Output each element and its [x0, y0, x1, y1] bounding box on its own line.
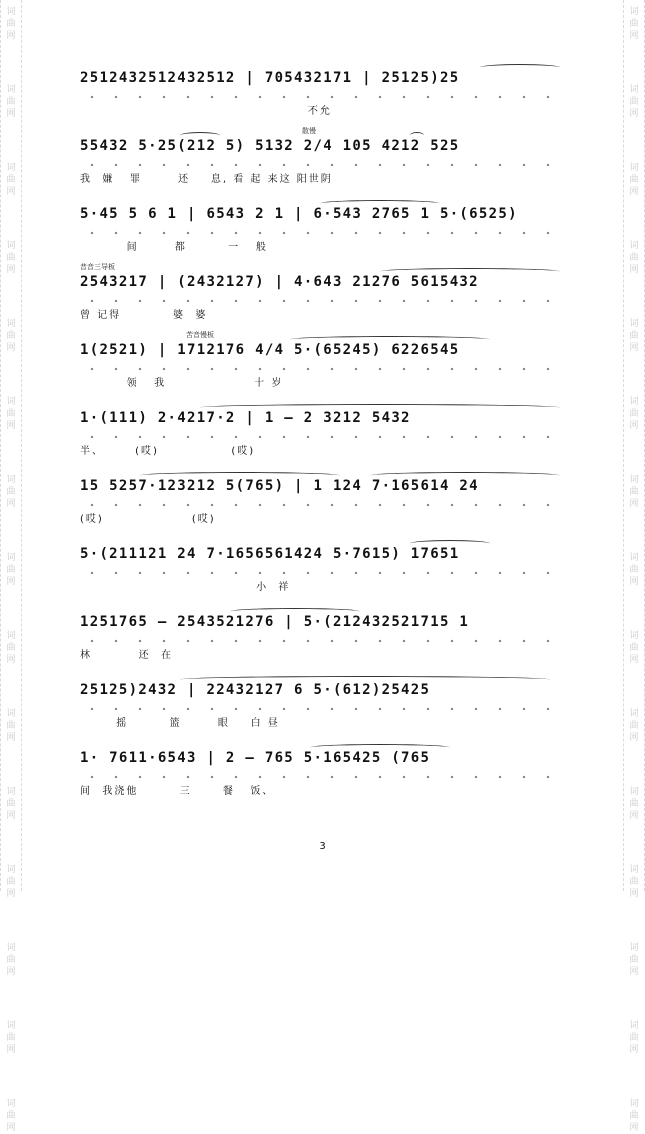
watermark-char: 词 [6, 553, 16, 563]
watermark-char: 曲 [629, 721, 639, 731]
watermark-char: 曲 [629, 799, 639, 809]
watermark-group [629, 552, 638, 588]
watermark-char: 词 [6, 85, 16, 95]
score-system-1 [80, 58, 565, 126]
watermark-char: 网 [6, 343, 16, 353]
watermark-char: 曲 [6, 877, 16, 887]
lyric-line: 间 我浇他 三 餐 饭、 [80, 786, 275, 797]
tempo-annotation: 苦音慢板 [186, 331, 214, 339]
score-system-11 [80, 738, 565, 806]
octave-dots [80, 162, 565, 168]
notation-line: 25125)2432 | 22432127 6 5·(612)25425 [80, 682, 431, 698]
watermark-char: 曲 [629, 877, 639, 887]
left-margin-watermark [0, 0, 22, 1133]
watermark-char: 网 [6, 811, 16, 821]
lyric-line: 小 祥 [80, 582, 291, 593]
lyric-line: 曾 记得 婆 婆 [80, 310, 208, 321]
notation-line: 1·(111) 2·4217·2 | 1 — 2 3212 5432 [80, 410, 411, 426]
watermark-char: 曲 [6, 331, 16, 341]
watermark-char: 网 [6, 1123, 16, 1133]
watermark-char: 曲 [6, 1111, 16, 1121]
watermark-char: 词 [629, 1099, 639, 1109]
notation-line: 1· 7611·6543 | 2 — 765 5·165425 (765 [80, 750, 431, 766]
watermark-group [6, 6, 15, 42]
score-system-6 [80, 398, 565, 466]
notation-line: 55432 5·25(212 5) 5132 2/4 105 4212 525 [80, 138, 460, 154]
notation-line: 2512432512432512 | 705432171 | 25125)25 [80, 70, 460, 86]
watermark-char: 网 [629, 265, 639, 275]
notation-line: 2543217 | (2432127) | 4·643 21276 5615432 [80, 274, 479, 290]
notation-line: 15 5257·123212 5(765) | 1 124 7·165614 24 [80, 478, 479, 494]
watermark-char: 网 [6, 499, 16, 509]
watermark-char: 曲 [6, 253, 16, 263]
watermark-char: 曲 [6, 409, 16, 419]
watermark-char: 曲 [629, 175, 639, 185]
lyric-line: (哎) (哎) [80, 514, 216, 525]
watermark-char: 网 [6, 967, 16, 977]
watermark-char: 词 [6, 1099, 16, 1109]
watermark-char: 网 [629, 811, 639, 821]
watermark-char: 曲 [6, 19, 16, 29]
watermark-group [629, 708, 638, 744]
jianpu-score [80, 58, 565, 806]
watermark-group [6, 318, 15, 354]
watermark-char: 曲 [6, 97, 16, 107]
watermark-char: 网 [6, 1045, 16, 1055]
octave-dots [80, 706, 565, 712]
watermark-char: 网 [6, 31, 16, 41]
watermark-char: 网 [629, 577, 639, 587]
octave-dots [80, 230, 565, 236]
watermark-group [6, 162, 15, 198]
lyric-line: 林 还 在 [80, 650, 173, 661]
score-system-10 [80, 670, 565, 738]
watermark-char: 网 [6, 187, 16, 197]
watermark-char: 网 [6, 265, 16, 275]
watermark-group [6, 786, 15, 822]
watermark-char: 网 [629, 421, 639, 431]
page-number: 3 [319, 841, 326, 852]
watermark-group [6, 552, 15, 588]
watermark-group [629, 240, 638, 276]
watermark-group [629, 1020, 638, 1056]
tempo-annotation: 散慢 [302, 127, 316, 135]
watermark-char: 词 [6, 319, 16, 329]
score-system-9 [80, 602, 565, 670]
score-system-3 [80, 194, 565, 262]
watermark-char: 词 [629, 319, 639, 329]
lyric-line: 摇 篮 眼 白 昼 [80, 718, 280, 729]
watermark-group [629, 942, 638, 978]
lyric-line: 我 嫌 罪 还 息, 看 起 来这 阳世阴 [80, 174, 333, 185]
watermark-char: 词 [6, 943, 16, 953]
watermark-char: 网 [629, 733, 639, 743]
watermark-char: 曲 [6, 721, 16, 731]
watermark-char: 词 [629, 709, 639, 719]
watermark-char: 网 [629, 109, 639, 119]
watermark-char: 曲 [629, 643, 639, 653]
watermark-group [6, 396, 15, 432]
watermark-group [629, 630, 638, 666]
watermark-char: 词 [629, 397, 639, 407]
watermark-group [629, 786, 638, 822]
watermark-char: 曲 [6, 643, 16, 653]
watermark-char: 词 [629, 553, 639, 563]
watermark-char: 网 [6, 889, 16, 899]
octave-dots [80, 298, 565, 304]
watermark-char: 网 [629, 187, 639, 197]
watermark-char: 网 [6, 109, 16, 119]
watermark-group [629, 1098, 638, 1134]
watermark-char: 曲 [629, 487, 639, 497]
watermark-char: 曲 [6, 175, 16, 185]
watermark-char: 词 [6, 475, 16, 485]
notation-line: 5·(211121 24 7·1656561424 5·7615) 17651 [80, 546, 460, 562]
watermark-char: 曲 [629, 955, 639, 965]
watermark-char: 网 [629, 655, 639, 665]
watermark-char: 网 [629, 31, 639, 41]
watermark-group [6, 474, 15, 510]
watermark-char: 词 [6, 631, 16, 641]
watermark-char: 词 [6, 865, 16, 875]
octave-dots [80, 638, 565, 644]
octave-dots [80, 502, 565, 508]
score-system-5 [80, 330, 565, 398]
watermark-group [6, 1020, 15, 1056]
watermark-char: 词 [6, 241, 16, 251]
notation-line: 5·45 5 6 1 | 6543 2 1 | 6·543 2765 1 5·(6525) [80, 206, 518, 222]
watermark-char: 曲 [629, 331, 639, 341]
watermark-char: 词 [629, 631, 639, 641]
watermark-group [629, 84, 638, 120]
watermark-char: 词 [6, 163, 16, 173]
watermark-char: 词 [629, 943, 639, 953]
watermark-group [6, 1098, 15, 1134]
watermark-char: 词 [629, 241, 639, 251]
watermark-char: 曲 [629, 1111, 639, 1121]
watermark-char: 词 [629, 787, 639, 797]
watermark-char: 网 [6, 577, 16, 587]
watermark-char: 词 [629, 163, 639, 173]
watermark-char: 网 [6, 655, 16, 665]
watermark-char: 词 [6, 7, 16, 17]
lyric-line: 间 都 一 般 [80, 242, 268, 253]
watermark-char: 曲 [6, 799, 16, 809]
watermark-group [629, 864, 638, 900]
watermark-char: 词 [629, 475, 639, 485]
watermark-char: 网 [629, 967, 639, 977]
watermark-char: 曲 [629, 97, 639, 107]
lyric-line: 半、 (哎) (哎) [80, 446, 256, 457]
watermark-group [6, 240, 15, 276]
watermark-char: 词 [6, 787, 16, 797]
watermark-group [629, 318, 638, 354]
watermark-group [6, 942, 15, 978]
octave-dots [80, 366, 565, 372]
watermark-char: 网 [629, 499, 639, 509]
watermark-char: 词 [6, 1021, 16, 1031]
watermark-char: 曲 [629, 253, 639, 263]
notation-line: 1(2521) | 1712176 4/4 5·(65245) 6226545 [80, 342, 460, 358]
watermark-char: 网 [6, 421, 16, 431]
notation-line: 1251765 — 2543521276 | 5·(212432521715 1 [80, 614, 470, 630]
watermark-char: 曲 [629, 19, 639, 29]
octave-dots [80, 774, 565, 780]
watermark-group [6, 864, 15, 900]
watermark-group [629, 474, 638, 510]
watermark-char: 曲 [629, 1033, 639, 1043]
lyric-line: 领 我 十 岁 [80, 378, 284, 389]
watermark-char: 网 [629, 889, 639, 899]
watermark-char: 词 [629, 7, 639, 17]
watermark-group [6, 708, 15, 744]
watermark-char: 词 [629, 1021, 639, 1031]
octave-dots [80, 94, 565, 100]
watermark-char: 曲 [6, 487, 16, 497]
watermark-char: 网 [629, 1045, 639, 1055]
right-margin-watermark [623, 0, 645, 1133]
octave-dots [80, 434, 565, 440]
watermark-char: 曲 [629, 565, 639, 575]
watermark-group [6, 630, 15, 666]
watermark-char: 词 [629, 85, 639, 95]
watermark-char: 网 [629, 1123, 639, 1133]
score-system-7 [80, 466, 565, 534]
watermark-group [629, 396, 638, 432]
tempo-annotation: 昔音三导板 [80, 263, 115, 271]
watermark-char: 曲 [6, 955, 16, 965]
watermark-char: 曲 [629, 409, 639, 419]
score-system-4 [80, 262, 565, 330]
watermark-char: 网 [6, 733, 16, 743]
watermark-char: 曲 [6, 565, 16, 575]
watermark-group [629, 162, 638, 198]
lyric-line: 不允 [80, 106, 332, 117]
watermark-char: 网 [629, 343, 639, 353]
watermark-char: 曲 [6, 1033, 16, 1043]
watermark-char: 词 [6, 709, 16, 719]
watermark-char: 词 [6, 397, 16, 407]
watermark-group [629, 6, 638, 42]
octave-dots [80, 570, 565, 576]
watermark-char: 词 [629, 865, 639, 875]
score-system-8 [80, 534, 565, 602]
score-system-2 [80, 126, 565, 194]
watermark-group [6, 84, 15, 120]
